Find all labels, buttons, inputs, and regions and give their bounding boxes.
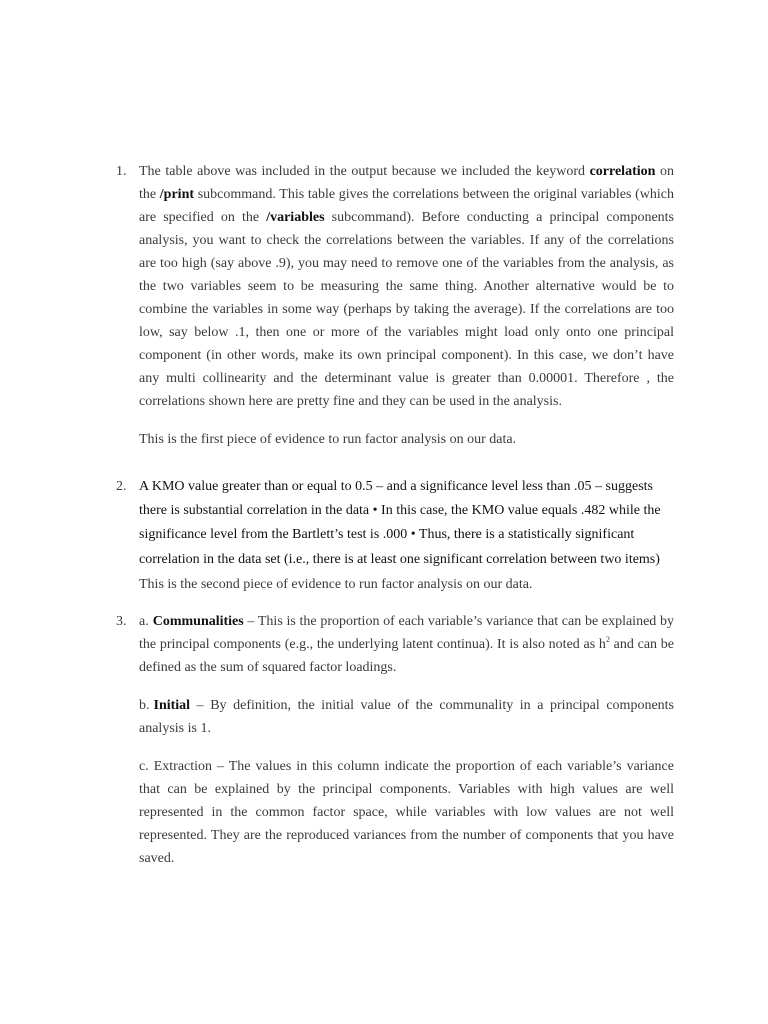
item-3a-paragraph	[139, 610, 674, 679]
sub-letter: c.	[139, 759, 149, 774]
text-run: – This is the proportion of each variable’s variance that can be explained by the principal components (e.g., the underlying latent continua). It is also noted as h	[139, 614, 674, 652]
item-2-paragraph: A KMO value greater than or equal to 0.5 – and a significance level less than .05 – suggests there is substantial correlation in the data • In this case, the KMO value equals .482 while the significance level from the Bartlett’s test is .000 • Thus, there is a statistically significant correlation in the data set (i.e., there is at least one significant correlation between two items)	[139, 479, 661, 567]
text-run: subcommand. This table gives the correlations between the original variables (which are specified on the	[139, 187, 674, 225]
keyword-correlation: correlation	[589, 164, 656, 179]
term-initial: Initial	[153, 698, 191, 713]
text-run: – By definition, the initial value of the communality in a principal components analysis is 1.	[139, 698, 674, 736]
keyword-print: /print	[159, 187, 195, 202]
term-communalities: Communalities	[152, 614, 244, 629]
item-3b-paragraph	[139, 694, 674, 740]
list-number: 3.	[116, 614, 127, 629]
item-1-note: This is the first piece of evidence to run factor analysis on our data.	[139, 432, 517, 447]
item-1-paragraph	[139, 160, 674, 413]
keyword-variables: /variables	[266, 210, 325, 225]
text-run: and can be defined as the sum of squared factor loadings.	[139, 637, 675, 675]
sub-letter: a.	[139, 614, 149, 629]
text-run: subcommand). Before conducting a principal components analysis, you want to check the correlations between the variables. If any of the correlations are too high (say above .9), you may need to remove one of the variables from the analysis, as the two variables seem to be measuring the same thing. Another alternative would be to combine the variables in some way (perhaps by taking the average). If the correlations are too low, say below .1, then one or more of the variables might load only onto one principal component (in other words, make its own principal component). In this case, we don’t have any multi collinearity and the determinant value is greater than 0.00001. Therefore , the correlations shown here are pretty fine and they can be used in the analysis.	[139, 210, 674, 409]
item-3c-paragraph	[139, 755, 674, 870]
list-number: 1.	[116, 164, 127, 179]
text-run: on the	[139, 164, 674, 202]
text-run: Extraction – The values in this column indicate the proportion of each variable’s variance that can be explained by the principal components. Variables with high values are well represented in the common factor space, while variables with low values are not well represented. They are the reproduced variances from the number of components that you have saved.	[139, 759, 674, 866]
item-2-note: This is the second piece of evidence to run factor analysis on our data.	[139, 577, 533, 592]
sub-letter: b.	[139, 698, 150, 713]
list-number: 2.	[116, 479, 127, 494]
superscript: 2	[605, 635, 610, 644]
text-run: The table above was included in the output because we included the keyword	[139, 164, 590, 179]
